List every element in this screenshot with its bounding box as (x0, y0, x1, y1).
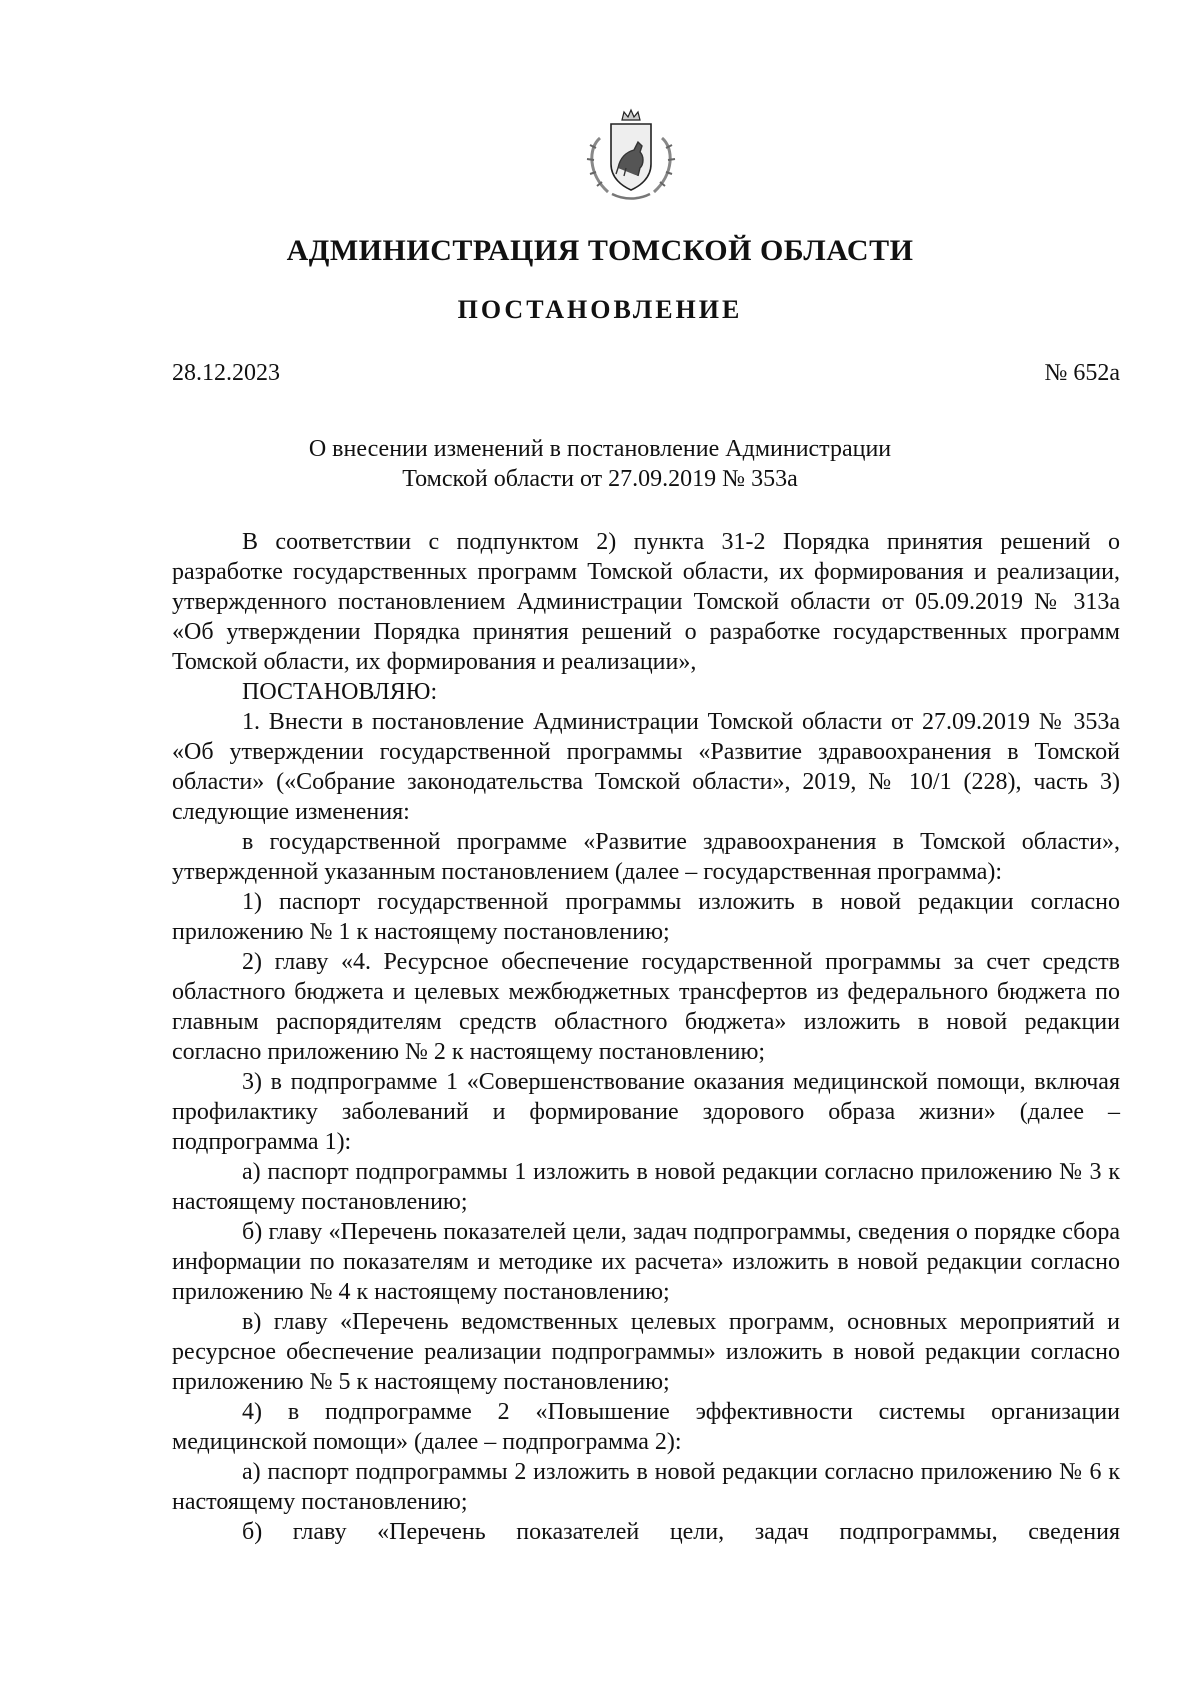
paragraph-subitem-3a: а) паспорт подпрограммы 1 изложить в новой редакции согласно приложению № 3 к настоящему постановлению; (172, 1159, 1120, 1215)
paragraph-subitem-4: 4) в подпрограмме 2 «Повышение эффективности системы организации медицинской помощи» (далее – подпрограмма 2): (172, 1399, 1120, 1455)
subject-line-1: О внесении изменений в постановление Администрации (308, 436, 892, 462)
paragraph-item-1: 1. Внести в постановление Администрации Томской области от 27.09.2019 № 353а «Об утверждении государственной программы «Развитие здравоохранения в Томской области» («Собрание законодательства Томской области», 2019, № 10/1 (228), часть 3) следующие изменения: (172, 709, 1120, 825)
paragraph-subitem-1: 1) паспорт государственной программы изложить в новой редакции согласно приложению № 1 к настоящему постановлению; (172, 889, 1120, 945)
paragraph-subitem-2: 2) главу «4. Ресурсное обеспечение государственной программы за счет средств областного бюджета и целевых межбюджетных трансфертов из федерального бюджета по главным распорядителям средств областного бюджета» изложить в новой редакции согласно приложению № 2 к настоящему постановлению; (172, 949, 1120, 1065)
document-date: 28.12.2023 (172, 360, 280, 386)
organization-title: АДМИНИСТРАЦИЯ ТОМСКОЙ ОБЛАСТИ (286, 234, 914, 267)
paragraph-subitem-3v: в) главу «Перечень ведомственных целевых программ, основных мероприятий и ресурсное обеспечение реализации подпрограммы» изложить в новой редакции согласно приложению № 5 к настоящему постановлению; (172, 1309, 1120, 1395)
coat-of-arms-icon (578, 108, 684, 206)
paragraph-subitem-4b: б) главу «Перечень показателей цели, задач подпрограммы, сведения (242, 1519, 1120, 1545)
document-body (172, 527, 1120, 1547)
paragraph-subitem-3b: б) главу «Перечень показателей цели, задач подпрограммы, сведения о порядке сбора информации по показателям и методике их расчета» изложить в новой редакции согласно приложению № 4 к настоящему постановлению; (172, 1219, 1120, 1305)
document-subject (0, 434, 1200, 494)
paragraph-program-intro: в государственной программе «Развитие здравоохранения в Томской области», утвержденной указанным постановлением (далее – государственная программа): (172, 829, 1120, 885)
paragraph-subitem-4a: а) паспорт подпрограммы 2 изложить в новой редакции согласно приложению № 6 к настоящему постановлению; (172, 1459, 1120, 1515)
document-type: ПОСТАНОВЛЕНИЕ (457, 295, 743, 324)
paragraph-subitem-3: 3) в подпрограмме 1 «Совершенствование оказания медицинской помощи, включая профилактику заболеваний и формирование здорового образа жизни» (далее – подпрограмма 1): (172, 1069, 1120, 1155)
paragraph-preamble: В соответствии с подпунктом 2) пункта 31-2 Порядка принятия решений о разработке государственных программ Томской области, их формирования и реализации, утвержденного постановлением Администрации Томской области от 05.09.2019 № 313а «Об утверждении Порядка принятия решений о разработке государственных программ Томской области, их формирования и реализации», (172, 529, 1120, 675)
paragraph-resolve: ПОСТАНОВЛЯЮ: (242, 679, 438, 705)
subject-line-2: Томской области от 27.09.2019 № 353а (402, 466, 798, 492)
document-number: № 652а (1044, 360, 1120, 386)
